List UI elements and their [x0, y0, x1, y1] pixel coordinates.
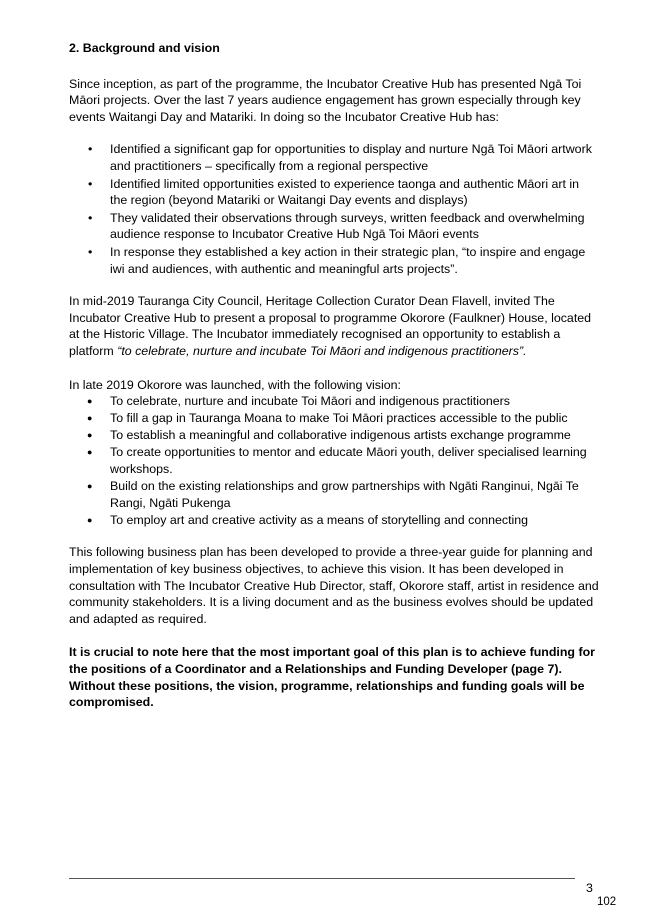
- intro-paragraph: Since inception, as part of the programme, the Incubator Creative Hub has presented Ngā Toi Māori projects. Over the last 7 years audience engagement has grown especially through key events Waitangi Day and Matariki. In doing so the Incubator Creative Hub has:: [69, 76, 582, 124]
- document-page-number: 102: [597, 896, 617, 908]
- list-item: ● To establish a meaningful and collaborative indigenous artists exchange programme: [69, 427, 599, 444]
- list-item: ● To employ art and creative activity as a means of storytelling and connecting: [69, 512, 599, 529]
- page-content: [69, 40, 599, 711]
- list-item: ● To create opportunities to mentor and educate Māori youth, deliver specialised learning workshops.: [69, 444, 599, 477]
- list-item: • They validated their observations through surveys, written feedback and overwhelming audience response to Incubator Creative Hub Ngā Toi Māori events: [69, 210, 599, 243]
- page-number: 3: [586, 881, 593, 895]
- vision-list: [69, 393, 599, 528]
- invitation-quote: “to celebrate, nurture and incubate Toi Māori and indigenous practitioners”.: [117, 343, 527, 358]
- list-item: • Identified a significant gap for opportunities to display and nurture Ngā Toi Māori artwork and practitioners – specifically from a regional perspective: [69, 141, 599, 174]
- list-item: • In response they established a key action in their strategic plan, “to inspire and engage iwi and audiences, with authentic and meaningful arts projects”.: [69, 244, 599, 277]
- footer-divider: [69, 878, 575, 879]
- vision-intro: In late 2019 Okorore was launched, with the following vision:: [69, 377, 401, 392]
- list-item: ● To celebrate, nurture and incubate Toi Māori and indigenous practitioners: [69, 393, 599, 410]
- findings-list: [69, 141, 599, 277]
- list-item: • Identified limited opportunities existed to experience taonga and authentic Māori art in the region (beyond Matariki or Waitangi Day events and displays): [69, 176, 599, 209]
- invitation-paragraph: [69, 293, 599, 359]
- list-item: ● To fill a gap in Tauranga Moana to make Toi Māori practices accessible to the public: [69, 410, 599, 427]
- important-note: It is crucial to note here that the most important goal of this plan is to achieve funding for the positions of a Coordinator and a Relationships and Funding Developer (page 7). Without these positions, the vision, programme, relationships and funding goals will be compromised.: [69, 645, 595, 710]
- list-item: ● Build on the existing relationships and grow partnerships with Ngāti Ranginui, Ngāi Te Rangi, Ngāti Pukenga: [69, 478, 599, 511]
- invitation-text: In mid-2019 Tauranga City Council, Heritage Collection Curator Dean Flavell, invited The Incubator Creative Hub to present a proposal to programme Okorore (Faulkner) House, located at the Historic Village. The Incubator immediately recognised an opportunity to establish a platform: [69, 294, 592, 358]
- plan-paragraph: This following business plan has been developed to provide a three-year guide for planning and implementation of key business objectives, to achieve this vision. It has been developed in consultation with The Incubator Creative Hub Director, staff, Okorore staff, artist in residence and community stakeholders. It is a living document and as the business evolves should be updated and adapted as required.: [69, 545, 599, 626]
- section-heading: 2. Background and vision: [69, 41, 220, 55]
